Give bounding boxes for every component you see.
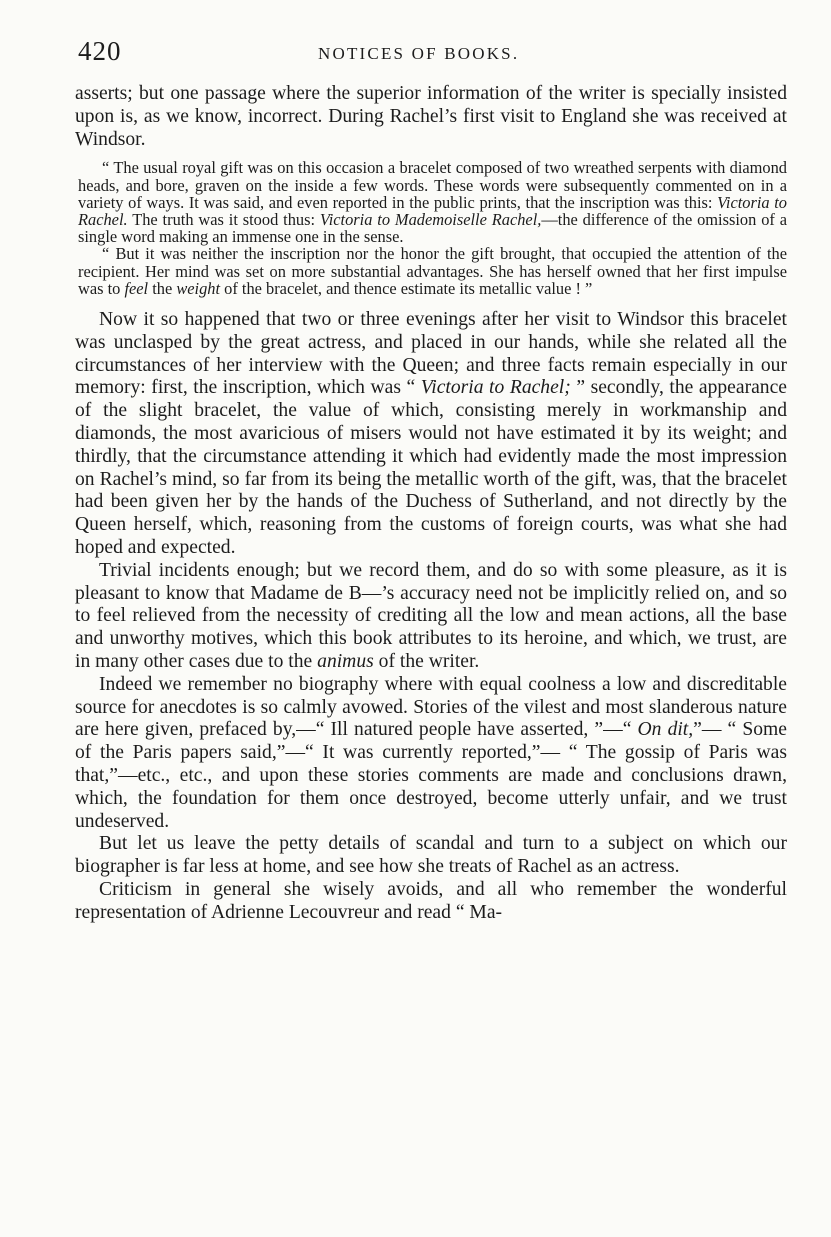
paragraph-2: Now it so happened that two or three evenings after her visit to Windsor this bracelet was unclasped by the great actress, and placed in our hands, while she related all the circumstances of her interview with the Queen; and three facts remain especially in our memory: first, the inscription, which was “ Victoria to Rachel; ” secondly, the appearance of the slight bracelet, the value of which, consisting merely in workmanship and diamonds, the most avaricious of misers would not have estimated it by its weight; and thirdly, that the circumstance attending it which had evidently made the most impression on Rachel’s mind, so far from its being the metallic worth of the gift, was, that the bracelet had been given her by the hands of the Duchess of Sutherland, and not directly by the Queen herself, which, reasoning from the customs of foreign courts, was what she had hoped and expected. — [75, 309, 787, 558]
page-number: 420 — [78, 36, 122, 66]
running-head: NOTICES OF BOOKS. — [318, 44, 520, 63]
paragraph-3: Trivial incidents enough; but we record them, and do so with some pleasure, as it is pleasant to know that Madame de B—’s accuracy need not be implicitly relied on, and so to feel relieved from the necessity of crediting all the low and mean actions, all the base and unworthy motives, which this book attributes to its heroine, and which, we trust, are in many other cases due to the animus of the writer. — [75, 559, 787, 672]
page-header — [78, 36, 787, 72]
paragraph-4: Indeed we remember no biography where with equal coolness a low and discreditable source for anecdotes is so calmly avowed. Stories of the vilest and most slanderous nature are here given, prefaced by,—“ Ill natured people have asserted, ”—“ On dit,”— “ Some of the Paris papers said,”—“ It was currently reported,”— “ The gossip of Paris was that,”—etc., etc., and upon these stories comments are made and conclusions drawn, which, the foundation for them once destroyed, become utterly unfair, and we trust undeserved. — [75, 673, 787, 832]
paragraph-5: But let us leave the petty details of scandal and turn to a subject on which our biographer is far less at home, and see how she treats of Rachel as an actress. — [75, 833, 787, 878]
quote-paragraph-2: “ But it was neither the inscription nor the honor the gift brought, that occupied the attention of the recipient. Her mind was set on more substantial advantages. She has herself owned that her first impulse was to feel the weight of the bracelet, and thence estimate its metallic value ! ” — [78, 244, 787, 298]
page-body — [75, 83, 787, 925]
quote-paragraph-1: “ The usual royal gift was on this occasion a bracelet composed of two wreathed serpents with diamond heads, and bore, graven on the inside a few words. These words were subsequently commented on in a variety of ways. It was said, and even reported in the public prints, that the inscription was this: Victoria to Rachel. The truth was it stood thus: Victoria to Mademoiselle Rachel,—the difference of the omission of a single word making an immense one in the sense. — [78, 158, 788, 247]
block-quote — [78, 159, 787, 297]
paragraph-1: asserts; but one passage where the superior information of the writer is specially insisted upon is, as we know, incorrect. During Rachel’s first visit to England she was received at Windsor. — [75, 83, 787, 150]
paragraph-6: Criticism in general she wisely avoids, and all who remember the wonderful representation of Adrienne Lecouvreur and read “ Ma- — [75, 878, 787, 923]
